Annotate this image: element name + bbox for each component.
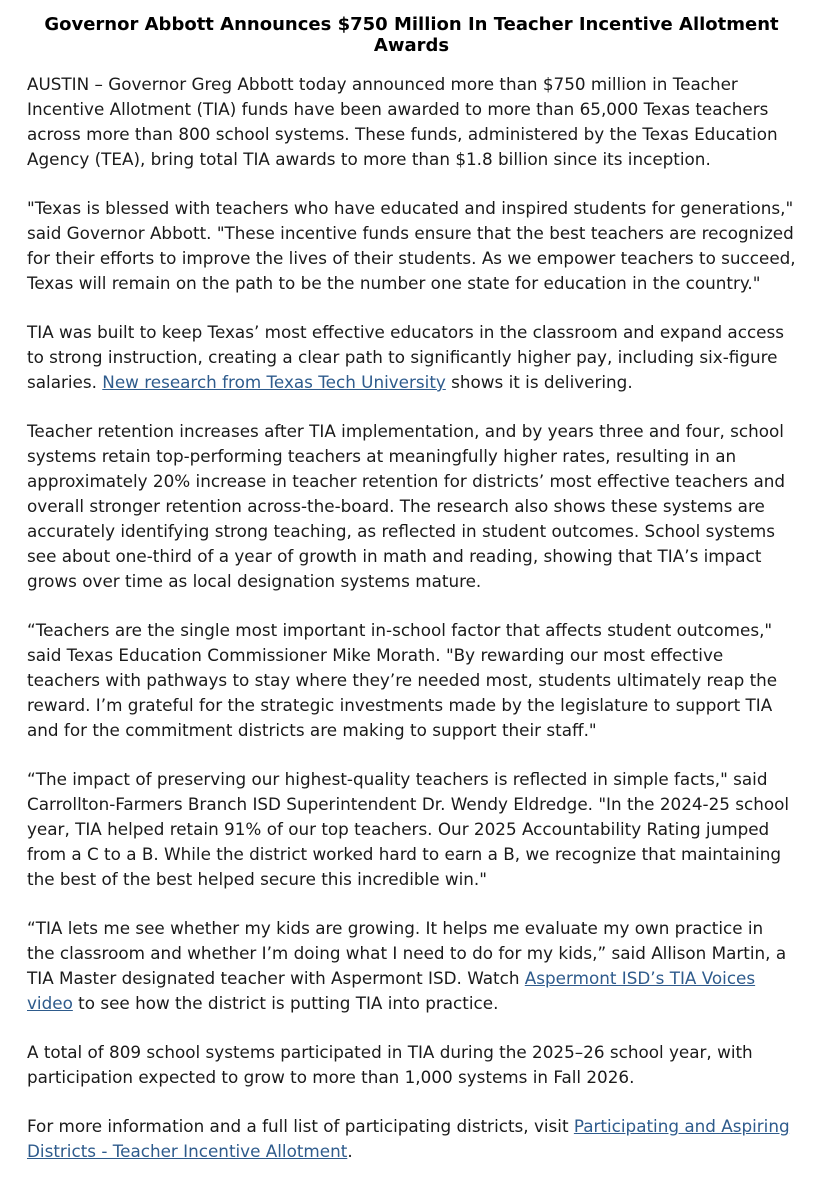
paragraph-text: “TIA lets me see whether my kids are growing. It helps me evaluate my own practice in the classroom and whether I’m doing what I need to do for my kids,” said Allison Martin, a TIA Master designated teacher with Aspermont ISD. Watch <box>27 918 787 988</box>
paragraph-superintendent-quote: “The impact of preserving our highest-quality teachers is reflected in simple facts," said Carrollton-Farmers Branch ISD Superintendent Dr. Wendy Eldredge. "In the 2024-25 school year, TIA helped retain 91% of our top teachers. Our 2025 Accountability Rating jumped from a C to a B. While the district worked hard to earn a B, we recognize that maintaining the best of the best helped secure this incredible win." <box>27 769 790 889</box>
participating-districts-link[interactable]: Participating and Aspiring Districts - Teacher Incentive Allotment <box>27 1116 790 1161</box>
paragraph-text: . <box>347 1141 353 1161</box>
aspermont-video-link[interactable]: Aspermont ISD’s TIA Voices video <box>27 968 756 1013</box>
article-title: Governor Abbott Announces $750 Million In Teacher Incentive Allotment Awards <box>44 14 779 56</box>
paragraph-teacher-quote <box>27 916 796 1016</box>
paragraph-tia-purpose <box>27 320 796 395</box>
paragraph-retention-research: Teacher retention increases after TIA implementation, and by years three and four, school systems retain top-performing teachers at meaningfully higher rates, resulting in an approximately 20% increase in teacher retention for districts’ most effective teachers and overall stronger retention across-the-board. The research also shows these systems are accurately identifying strong teaching, as reflected in student outcomes. School systems see about one-third of a year of growth in math and reading, showing that TIA’s impact grows over time as local designation systems mature. <box>27 421 786 591</box>
paragraph-commissioner-quote: “Teachers are the single most important in-school factor that affects student outcomes," said Texas Education Commissioner Mike Morath. "By rewarding our most effective teachers with pathways to stay where they’re needed most, students ultimately reap the reward. I’m grateful for the strategic investments made by the legislature to support TIA and for the commitment districts are making to support their staff." <box>27 620 778 740</box>
paragraph-more-info <box>27 1114 796 1164</box>
paragraph-governor-quote: "Texas is blessed with teachers who have educated and inspired students for generations," said Governor Abbott. "These incentive funds ensure that the best teachers are recognized for their efforts to improve the lives of their students. As we empower teachers to succeed, Texas will remain on the path to be the number one state for education in the country." <box>27 198 796 293</box>
paragraph-participation: A total of 809 school systems participated in TIA during the 2025–26 school year, with participation expected to grow to more than 1,000 systems in Fall 2026. <box>27 1042 753 1087</box>
texas-tech-research-link[interactable]: New research from Texas Tech University <box>102 372 446 392</box>
paragraph-intro: AUSTIN – Governor Greg Abbott today announced more than $750 million in Teacher Incentive Allotment (TIA) funds have been awarded to more than 65,000 Texas teachers across more than 800 school systems. These funds, administered by the Texas Education Agency (TEA), bring total TIA awards to more than $1.8 billion since its inception. <box>27 74 778 169</box>
paragraph-text: For more information and a full list of participating districts, visit <box>27 1116 574 1136</box>
paragraph-text: to see how the district is putting TIA into practice. <box>72 993 499 1013</box>
paragraph-text: shows it is delivering. <box>445 372 633 392</box>
paragraph-text: TIA was built to keep Texas’ most effective educators in the classroom and expand access to strong instruction, creating a clear path to significantly higher pay, including six-figure salaries. <box>27 322 784 392</box>
